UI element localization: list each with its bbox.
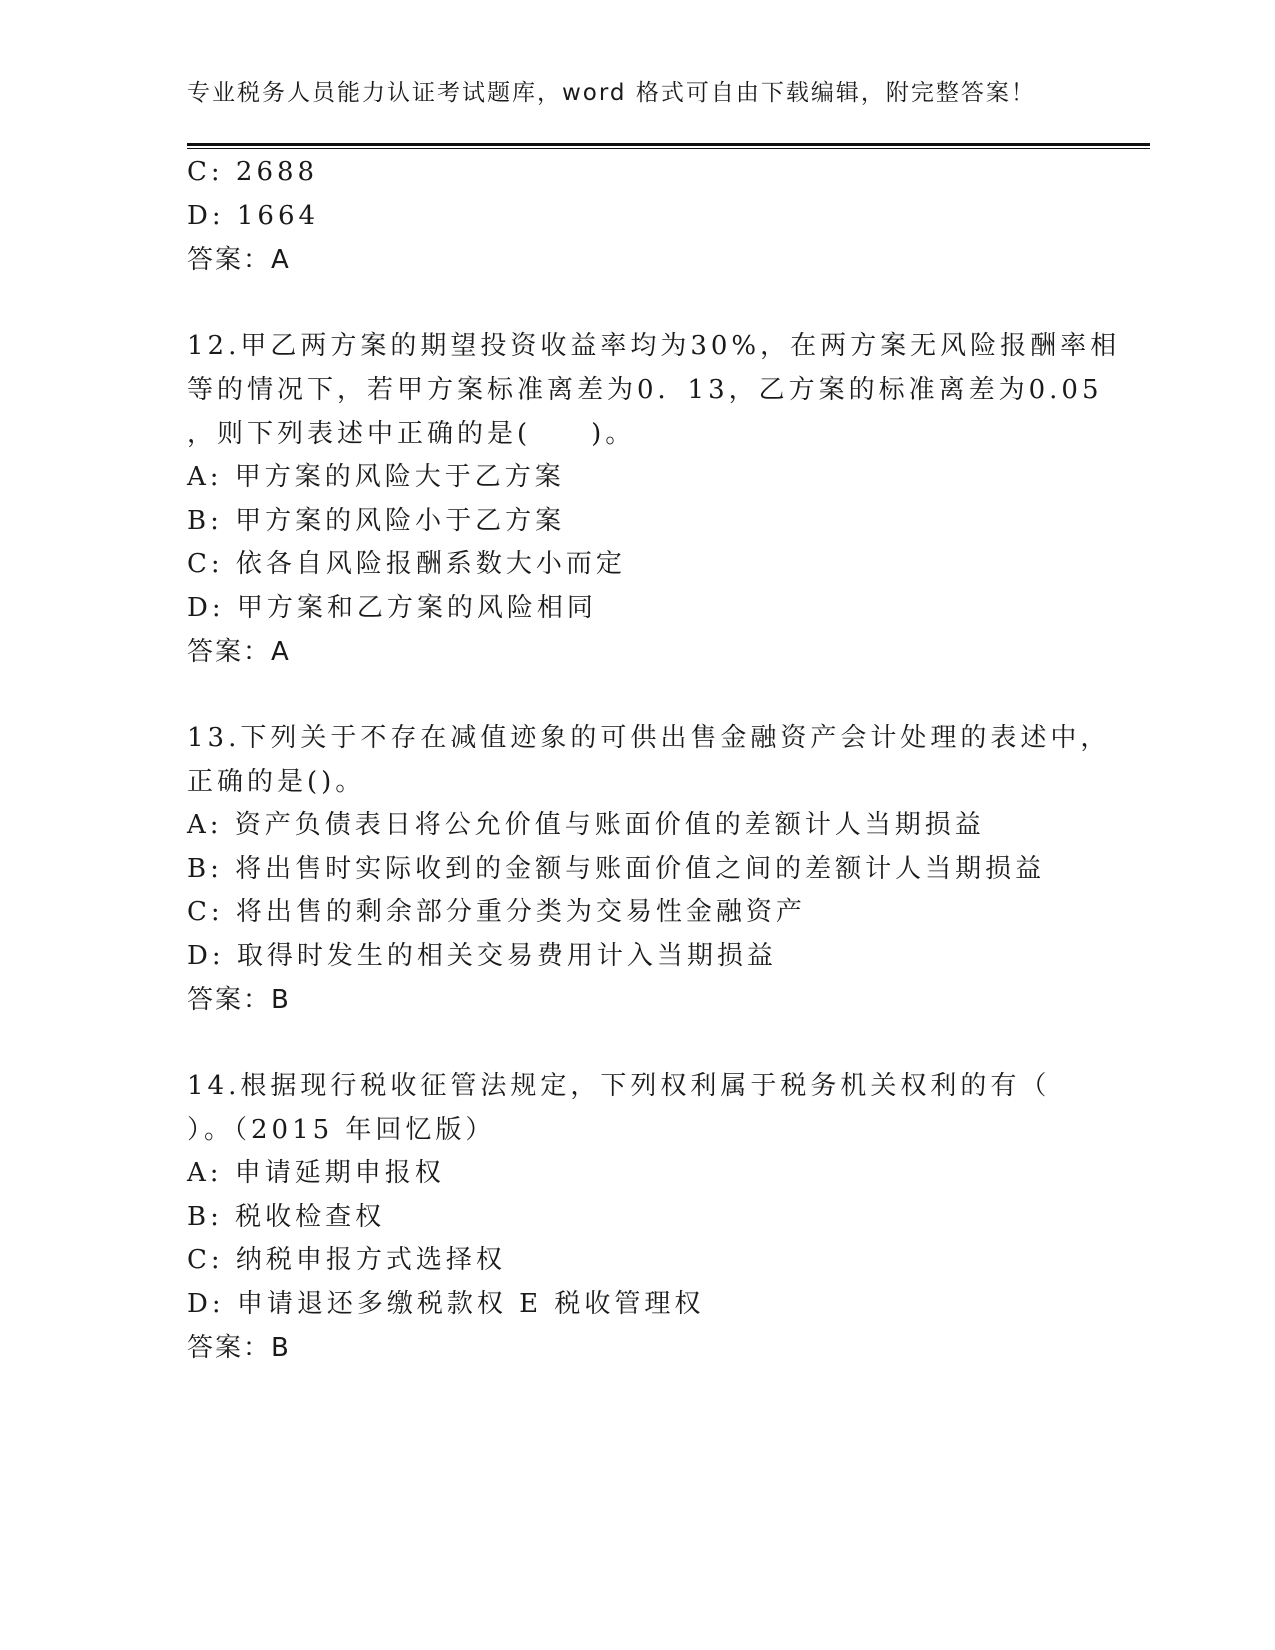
q13-option-b: B: 将出售时实际收到的金额与账面价值之间的差额计人当期损益 — [187, 854, 1046, 884]
q12-option-d: D: 甲方案和乙方案的风险相同 — [187, 593, 597, 623]
q13-option-a: A: 资产负债表日将公允价值与账面价值的差额计人当期损益 — [187, 810, 985, 840]
q14-option-b: B: 税收检查权 — [187, 1202, 386, 1232]
q13-option-d: D: 取得时发生的相关交易费用计入当期损益 — [187, 941, 777, 971]
header-rule-thin — [187, 148, 1150, 149]
page-header: 专业税务人员能力认证考试题库，word 格式可自由下载编辑，附完整答案！ — [187, 80, 1036, 106]
q14-option-a: A: 申请延期申报权 — [187, 1158, 445, 1188]
q13-option-c: C: 将出售的剩余部分重分类为交易性金融资产 — [187, 897, 806, 927]
q13-stem-line-2: 正确的是()。 — [187, 767, 366, 797]
q11-option-d: D: 1664 — [187, 201, 320, 231]
q12-stem-line-2: 等的情况下，若甲方案标准离差为0．13，乙方案的标准离差为0.05 — [187, 375, 1103, 405]
q12-stem-line-3: ，则下列表述中正确的是( )。 — [187, 419, 636, 449]
q12-answer: 答案：A — [187, 637, 291, 667]
q12-stem-line-1: 12.甲乙两方案的期望投资收益率均为30%，在两方案无风险报酬率相 — [187, 331, 1121, 361]
header-rule — [187, 143, 1150, 146]
q14-stem-line-1: 14.根据现行税收征管法规定，下列权利属于税务机关权利的有（ — [187, 1071, 1051, 1101]
q12-option-b: B: 甲方案的风险小于乙方案 — [187, 506, 566, 536]
q14-answer: 答案：B — [187, 1333, 291, 1363]
q11-answer: 答案：A — [187, 245, 291, 275]
q14-stem-line-2: ）。（2015 年回忆版） — [187, 1115, 496, 1145]
q13-answer: 答案：B — [187, 985, 291, 1015]
q14-option-d: D: 申请退还多缴税款权 E 税收管理权 — [187, 1289, 705, 1319]
q12-option-a: A: 甲方案的风险大于乙方案 — [187, 462, 565, 492]
q11-option-c: C: 2688 — [187, 157, 319, 187]
q14-option-c: C: 纳税申报方式选择权 — [187, 1245, 506, 1275]
q13-stem-line-1: 13.下列关于不存在减值迹象的可供出售金融资产会计处理的表述中， — [187, 723, 1111, 753]
q12-option-c: C: 依各自风险报酬系数大小而定 — [187, 549, 626, 579]
